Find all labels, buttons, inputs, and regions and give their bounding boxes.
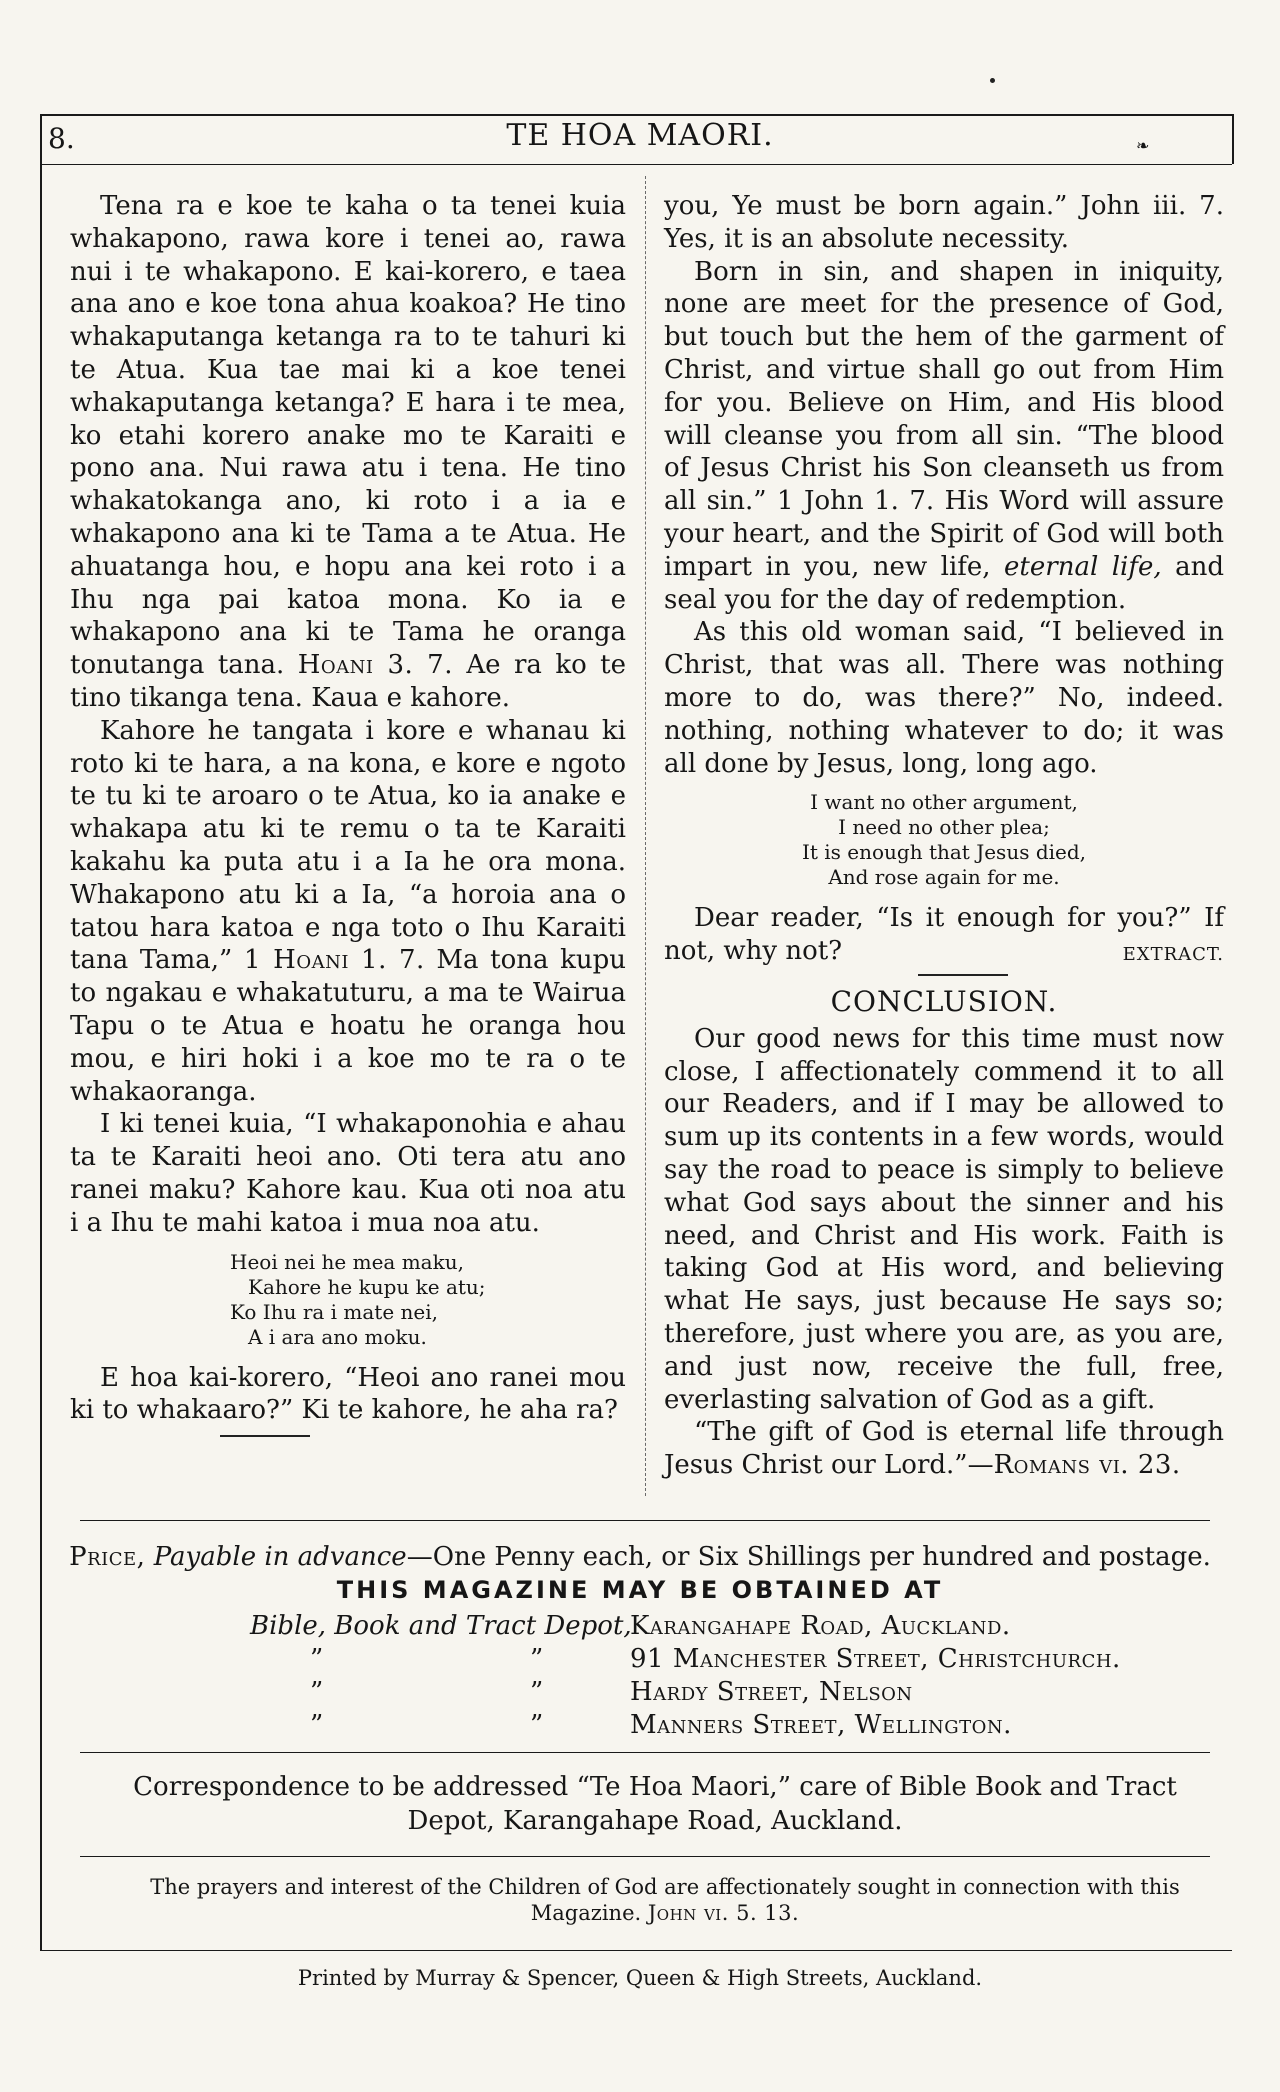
header-top-rule — [40, 114, 1232, 116]
poem-line: Ko Ihu ra i mate nei, — [230, 1299, 439, 1324]
ditto-mark: ” — [530, 1677, 544, 1707]
section-end-rule — [220, 1435, 310, 1437]
obtain-heading: THIS MAGAZINE MAY BE OBTAINED AT — [336, 1576, 944, 1604]
column-divider — [645, 176, 646, 1496]
right-paragraph-2: Born in sin, and shapen in iniquity, none are meet for the presence of God, but touch but the hem of the garment of Christ, and virtue shall go out from Him for you. Believe on Him, and His blood will cleanse you from all sin. “The blood of Jesus Christ his Son cleanseth us from all sin.” 1 John 1. 7. His Word will assure your heart, and the Spirit of God will both impart in you, new life, eternal life, and seal you for the day of redemption. — [664, 256, 1224, 615]
left-paragraph-1: Tena ra e koe te kaha o ta tenei kuia whakapono, rawa kore i tenei ao, rawa nui i te whakapono. E kai-korero, e taea ana ano e koe tona ahua koakoa? He tino whakaputanga ketanga ra to te tahuri ki te Atua. Kua tae mai ki a koe tenei whakaputanga ketanga? E hara i te mea, ko etahi korero anake mo te Karaiti e pono ana. Nui rawa atu i tena. He tino whakatokanga ano, ki roto i a ia e whakapono ana ki te Tama a te Atua. He ahuatanga hou, e hopu ana kei roto i a Ihu nga pai katoa mona. Ko ia e whakapono ana ki te Tama he oranga tonutanga tana. Hoani 3. 7. Ae ra ko te tino tikanga tena. Kaua e kahore. — [70, 191, 626, 713]
printer-imprint: Printed by Murray & Spencer, Queen & High Streets, Auckland. — [297, 1966, 983, 1990]
right-paragraph-4: Dear reader, “Is it enough for you?” If not, why not? EXTRACT. — [664, 902, 1224, 968]
right-paragraph-1: you, Ye must be born again.” John iii. 7. Yes, it is an absolute necessity. — [664, 191, 1224, 254]
right-paragraph-5: Our good news for this time must now close, I affectionately commend it to all our Readers, and if I may be allowed to sum up its contents in a few words, would say the road to peace is simply to believe what God says about the sinner and his need, and Christ and His work. Faith is taking God at His word, and believing what He says, just because He says so; therefore, just where you are, as you are, and just now, receive the full, free, everlasting salvation of God as a gift. — [664, 1023, 1224, 1415]
left-poem — [70, 1250, 626, 1350]
right-paragraph-6: “The gift of God is eternal life through Jesus Christ our Lord.”—Romans vi. 23. — [664, 1417, 1224, 1481]
poem-line: Heoi nei he mea maku, — [230, 1249, 464, 1274]
left-paragraph-2: Kahore he tangata i kore e whanau ki roto ki te hara, a na kona, e kore e ngoto te tu ki te aroaro o te Atua, ko ia anake e whakapa atu ki te remu o ta te Karaiti kakahu ka puta atu i a Ia he ora mona. Whakapono atu ki a Ia, “a horoia ana o tatou hara katoa e nga toto o Ihu Karaiti tana Tama,” 1 Hoani 1. 7. Ma tona kupu to ngakau e whakatuturu, a ma te Wairua Tapu o te Atua e hoatu he oranga hou mou, e hiri hoki i a koe mo te ra o te whakaoranga. — [70, 715, 627, 1107]
prayers-note: The prayers and interest of the Children of God are affectionately sought in connection with this Magazine. John vi. 5. 13. — [150, 1875, 1180, 1925]
depot-address: Karangahape Road, Auckland. — [630, 1611, 1011, 1641]
right-poem — [664, 790, 1224, 890]
footer-bottom-rule — [40, 1950, 1232, 1951]
ditto-mark: ” — [310, 1644, 324, 1674]
ditto-mark: ” — [530, 1710, 544, 1740]
ditto-mark: ” — [310, 1710, 324, 1740]
poem-line: It is enough that Jesus died, — [801, 840, 1087, 865]
conclusion-heading: CONCLUSION. — [830, 984, 1058, 1018]
left-column — [70, 190, 626, 1445]
emphasis-text: eternal life, — [1004, 551, 1162, 582]
depot-address: Manners Street, Wellington. — [630, 1710, 1012, 1740]
scripture-reference: Hoani 3. 7. — [297, 650, 453, 681]
ditto-mark: ” — [310, 1677, 324, 1707]
depot-address: Hardy Street, Nelson — [630, 1677, 913, 1707]
left-paragraph-3: I ki tenei kuia, “I whakaponohia e ahau ta te Karaiti heoi ano. Oti tera atu ano ranei maku? Kahore kau. Kua oti noa atu i a Ihu te mahi katoa i mua noa atu. — [70, 1109, 626, 1238]
page-number: 8. — [48, 122, 75, 155]
extract-label: EXTRACT. — [1122, 944, 1224, 966]
header-bottom-rule — [40, 164, 1232, 165]
ornament-icon: ❧ — [1136, 136, 1150, 155]
correspondence-note: Correspondence to be addressed “Te Hoa Maori,” care of Bible Book and Tract Depot, Karangahape Road, Auckland. — [133, 1772, 1177, 1836]
page-left-border — [40, 114, 42, 1950]
footer-divider — [80, 1856, 1210, 1857]
right-paragraph-3: As this old woman said, “I believed in Christ, that was all. There was nothing more to do, was there?” No, indeed. nothing, nothing whatever to do; it was all done by Jesus, long, long ago. — [664, 617, 1224, 779]
poem-line: I need no other plea; — [838, 815, 1050, 840]
price-line: Price, Payable in advance—One Penny each, or Six Shillings per hundred and postage. — [69, 1542, 1211, 1572]
ditto-mark: ” — [530, 1644, 544, 1674]
ink-speck — [990, 78, 995, 83]
scripture-reference: 1 Hoani 1. 7. — [243, 945, 425, 976]
poem-line: And rose again for me. — [828, 865, 1060, 890]
depot-label: Bible, Book and Tract Depot, — [250, 1611, 632, 1641]
depot-address: 91 Manchester Street, Christchurch. — [630, 1644, 1121, 1674]
poem-line: A i ara ano moku. — [248, 1324, 427, 1349]
left-paragraph-4: E hoa kai-korero, “Heoi ano ranei mou ki to whakaaro?” Ki te kahore, he aha ra? — [70, 1362, 626, 1426]
poem-line: Kahore he kupu ke atu; — [248, 1274, 486, 1299]
scripture-reference: John vi. 5. 13. — [647, 1901, 800, 1925]
footer-divider — [80, 1752, 1210, 1753]
scripture-reference: Romans vi. 23. — [993, 1450, 1181, 1481]
footer-top-rule — [80, 1520, 1210, 1521]
right-column — [664, 190, 1224, 1482]
poem-line: I want no other argument, — [810, 790, 1078, 815]
section-rule — [918, 974, 1008, 976]
running-title: TE HOA MAORI. — [506, 118, 774, 153]
